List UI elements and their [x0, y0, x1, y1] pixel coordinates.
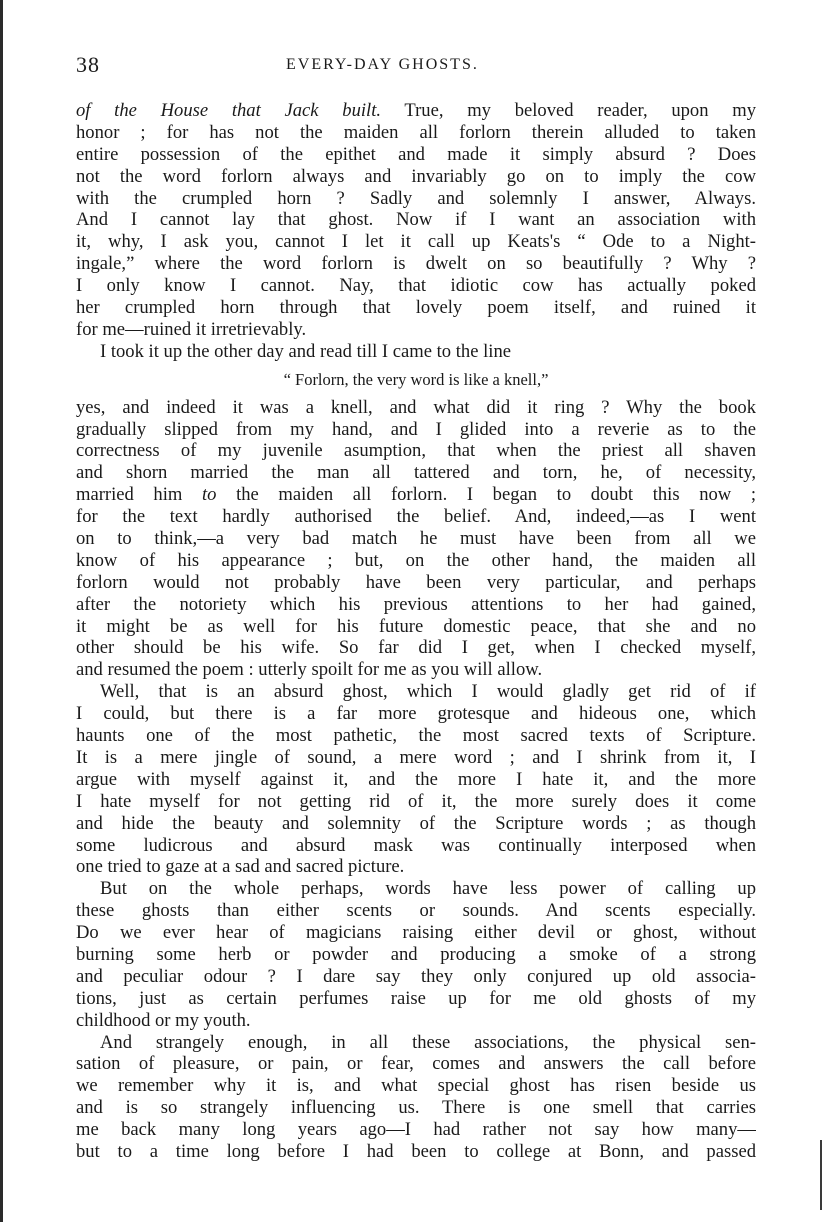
page-number: 38: [76, 52, 100, 77]
text-line: these ghosts than either scents or sounds. And scents especially.: [76, 900, 756, 922]
text-line: know of his appearance ; but, on the other hand, the maiden all: [76, 549, 756, 571]
italic-title-phrase: of the House that Jack built.: [76, 100, 382, 121]
text-line: gradually slipped from my hand, and I glided into a reverie as to the: [76, 418, 756, 440]
text-line: and shorn married the man all tattered and torn, he, of necessity,: [76, 462, 756, 484]
text-line: ingale,” where the word forlorn is dwelt on so beautifully ? Why ?: [76, 253, 756, 275]
text-line: It is a mere jingle of sound, a mere word ; and I shrink from it, I: [76, 746, 756, 768]
text-line: and resumed the poem : utterly spoilt for me as you will allow.: [76, 659, 543, 681]
text-line: And I cannot lay that ghost. Now if I want an association with: [76, 209, 756, 231]
italic-word: to: [201, 484, 217, 506]
text-line: and hide the beauty and solemnity of the Scripture words ; as though: [76, 812, 756, 834]
text-line: on to think,—a very bad match he must have been from all we: [76, 528, 756, 550]
text-line: her crumpled horn through that lovely poem itself, and ruined it: [76, 297, 756, 319]
text-line: it might be as well for his future domestic peace, that she and no: [76, 615, 756, 637]
text-line: it, why, I ask you, cannot I let it call up Keats's “ Ode to a Night-: [76, 231, 756, 253]
text-line: I hate myself for not getting rid of it, the more surely does it come: [76, 790, 756, 812]
text-line: correctness of my juvenile asumption, that when the priest all shaven: [76, 440, 756, 462]
text-line: for me—ruined it irretrievably.: [76, 318, 307, 340]
text-line: haunts one of the most pathetic, the most sacred texts of Scripture.: [76, 725, 756, 747]
text-line: I only know I cannot. Nay, that idiotic cow has actually poked: [76, 275, 756, 297]
text-line: I could, but there is a far more grotesque and hideous one, which: [76, 703, 756, 725]
text-line: for the text hardly authorised the belief. And, indeed,—as I went: [76, 506, 756, 528]
text-line: married him to the maiden all forlorn. I began to doubt this now ;: [76, 484, 756, 506]
text-line: forlorn would not probably have been very particular, and perhaps: [76, 571, 756, 593]
text-line: and is so strangely influencing us. There is one smell that carries: [76, 1097, 756, 1119]
text-line: not the word forlorn always and invariably go on to imply the cow: [76, 165, 756, 187]
text-line: sation of pleasure, or pain, or fear, comes and answers the call before: [76, 1053, 756, 1075]
text-line: Do we ever hear of magicians raising either devil or ghost, without: [76, 922, 756, 944]
text-line: but to a time long before I had been to college at Bonn, and passed: [76, 1140, 756, 1162]
text-line: other should be his wife. So far did I get, when I checked myself,: [76, 637, 756, 659]
text-line: entire possession of the epithet and made it simply absurd ? Does: [76, 143, 756, 165]
text-line: burning some herb or powder and producing a smoke of a strong: [76, 943, 756, 965]
text-line: tions, just as certain perfumes raise up for me old ghosts of my: [76, 987, 756, 1009]
text-line: with the crumpled horn ? Sadly and solemnly I answer, Always.: [76, 187, 756, 209]
text-line: I took it up the other day and read till I came to the line: [100, 340, 511, 362]
text-line: after the notoriety which his previous attentions to her had gained,: [76, 593, 756, 615]
text-line: argue with myself against it, and the more I hate it, and the more: [76, 768, 756, 790]
text-line: honor ; for has not the maiden all forlorn therein alluded to taken: [76, 121, 756, 143]
text-line: Well, that is an absurd ghost, which I would gladly get rid of if: [100, 681, 756, 703]
page-edge-mark: [820, 1140, 822, 1210]
text-line: some ludicrous and absurd mask was continually interposed when: [76, 834, 756, 856]
text-line: and peculiar odour ? I dare say they only conjured up old associa-: [76, 965, 756, 987]
text-line: one tried to gaze at a sad and sacred picture.: [76, 856, 405, 878]
text-line: me back many long years ago—I had rather not say how many—: [76, 1119, 756, 1141]
page-edge-rule: [0, 0, 3, 1222]
text-line: childhood or my youth.: [76, 1009, 251, 1031]
text-line: of the House that Jack built. True, my beloved reader, upon my: [76, 100, 756, 121]
text-line: And strangely enough, in all these associations, the physical sen-: [100, 1031, 756, 1053]
body-text: [76, 100, 756, 1163]
text-line: But on the whole perhaps, words have less power of calling up: [100, 878, 756, 900]
text-line: we remember why it is, and what special ghost has risen beside us: [76, 1075, 756, 1097]
running-title: EVERY-DAY GHOSTS.: [286, 56, 479, 73]
text-line: yes, and indeed it was a knell, and what did it ring ? Why the book: [76, 396, 756, 418]
running-head: [76, 52, 756, 82]
quotation-line: “ Forlorn, the very word is like a knell,”: [283, 369, 549, 389]
